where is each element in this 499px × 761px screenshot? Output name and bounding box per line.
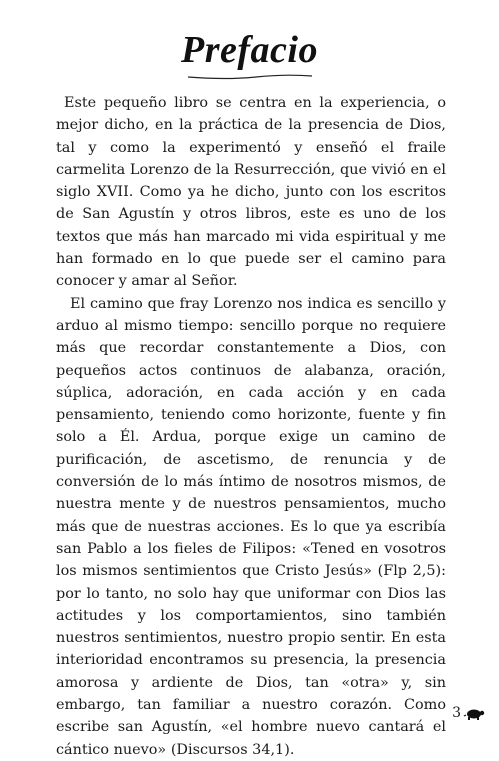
title-flourish-icon (186, 74, 314, 80)
page-footer (452, 705, 485, 721)
paragraph-2: El camino que fray Lorenzo nos indica es sencillo y arduo al mismo tiempo: sencillo porque no requiere más que recordar constantemente a Dios, con pequeños actos continuos de alabanza, oración, súplica, adoración, en cada acción y en cada pensamiento, teniendo como horizonte, fuente y fin solo a Él. Ardua, porque exige un camino de purificación, de ascetismo, de renuncia y de conversión de lo más íntimo de nosotros mismos, de nuestra mente y de nuestros pensamientos, mucho más que de nuestras acciones. Es lo que ya escribía san Pablo a los fieles de Filipos: «Tened en vosotros los mismos sentimientos que Cristo Jesús» (Flp 2,5): por lo tanto, no solo hay que uniformar con Dios las actitudes y los comportamientos, sino también nuestros sentimientos, nuestro propio sentir. En esta interioridad encontramos su presencia, la presencia amorosa y ardiente de Dios, tan «otra» y, sin embargo, tan familiar a nuestro corazón. Como escribe san Agustín, «el hombre nuevo cantará el cántico nuevo» (Discursos 34,1). (56, 295, 446, 758)
body-text (56, 92, 446, 761)
paragraph-1: Este pequeño libro se centra en la experiencia, o mejor dicho, en la práctica de la presencia de Dios, tal y como la experimentó y enseñó el fraile carmelita Lorenzo de la Resurrección, que vivió en el siglo XVII. Como ya he dicho, junto con los escritos de San Agustín y otros libros, este es uno de los textos que más han marcado mi vida espiritual y me han formado en lo que puede ser el camino para conocer y amar al Señor. (56, 95, 446, 290)
page-title: Prefacio (181, 29, 318, 71)
turtle-ornament-icon (463, 706, 485, 720)
page-number: 3 (452, 705, 461, 721)
